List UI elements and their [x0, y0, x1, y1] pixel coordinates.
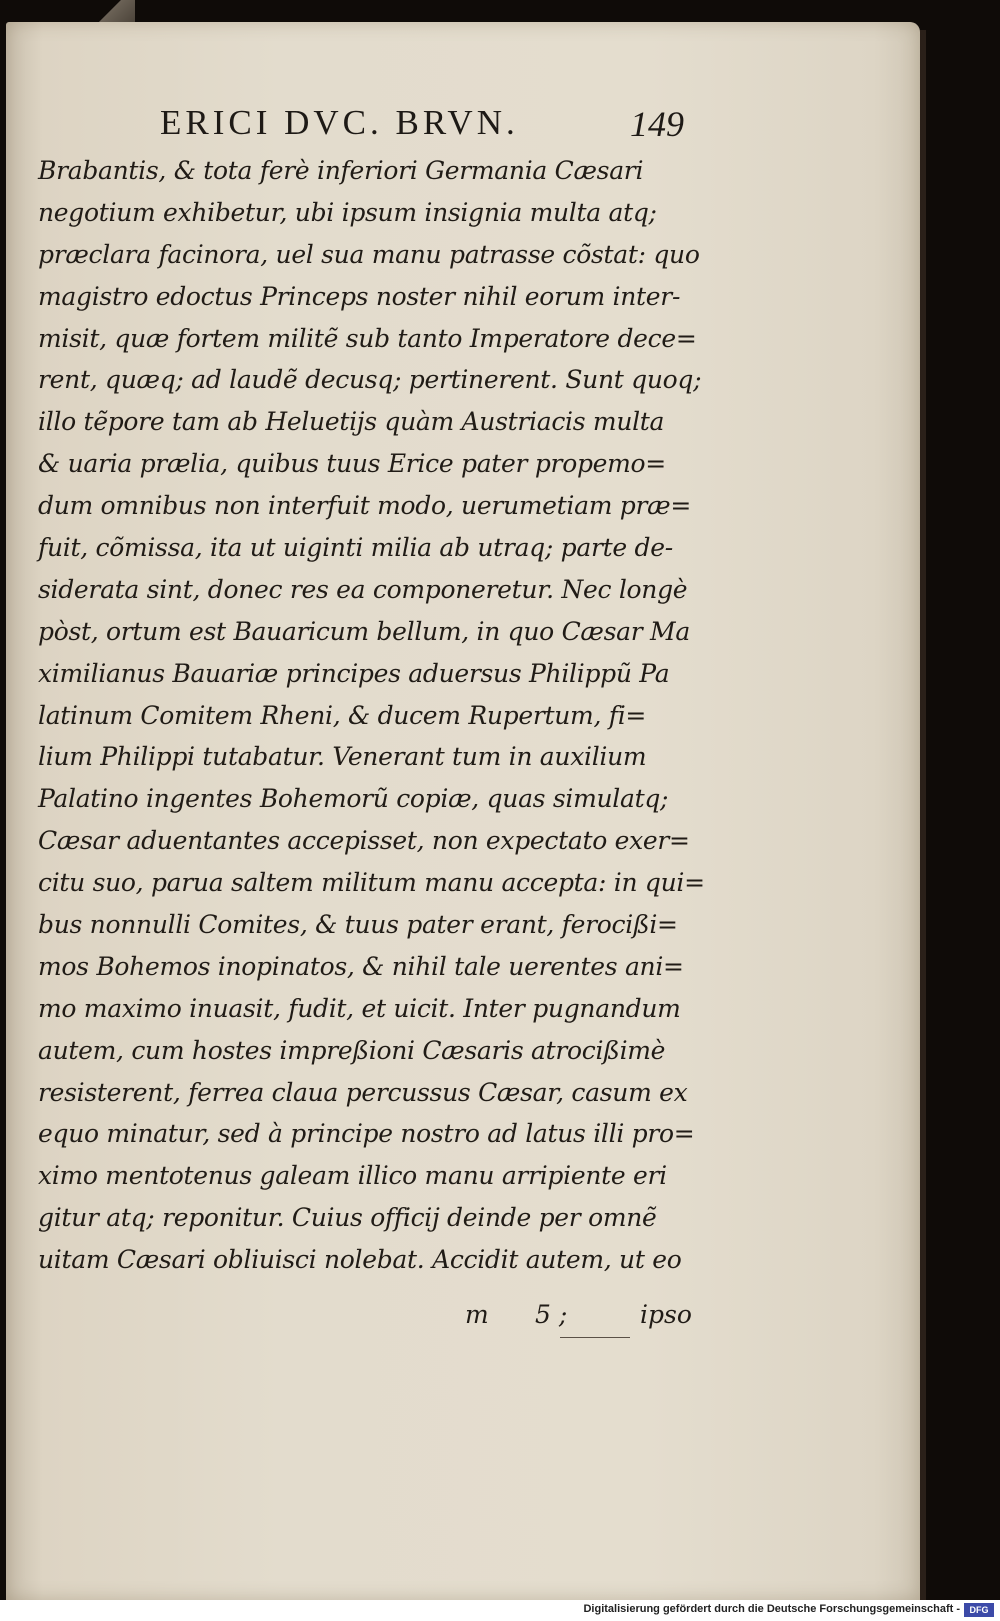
- text-line: lium Philippi tutabatur. Venerant tum in auxilium: [38, 742, 647, 772]
- text-line: uitam Cæsari obliuisci nolebat. Accidit autem, ut eo: [38, 1245, 682, 1275]
- text-line: illo tẽpore tam ab Heluetijs quàm Austriacis multa: [38, 407, 665, 437]
- text-line: Palatino ingentes Bohemorũ copiæ, quas simulatq;: [38, 784, 669, 814]
- text-line: Cæsar aduentantes accepisset, non expectato exer=: [38, 826, 690, 856]
- text-line: ximo mentotenus galeam illico manu arripiente eri: [38, 1161, 667, 1191]
- text-line: negotium exhibetur, ubi ipsum insignia multa atq;: [38, 197, 657, 227]
- text-line: pòst, ortum est Bauaricum bellum, in quo Cæsar Ma: [38, 616, 690, 646]
- catchword-fragment: m: [465, 1300, 489, 1329]
- text-line: rent, quæq; ad laudẽ decusq; pertinerent. Sunt quoq;: [38, 365, 702, 395]
- text-line: siderata sint, donec res ea componeretur. Nec longè: [38, 574, 688, 604]
- text-line: fuit, cõmissa, ita ut uiginti milia ab utraq; parte de-: [38, 533, 673, 563]
- text-line: & uaria prælia, quibus tuus Erice pater propemo=: [38, 449, 666, 479]
- dfg-logo: DFG: [964, 1603, 994, 1617]
- text-line: magistro edoctus Princeps noster nihil eorum inter-: [38, 281, 681, 311]
- text-line: resisterent, ferrea claua percussus Cæsar, casum ex: [38, 1077, 688, 1107]
- text-line: misit, quæ fortem militẽ sub tanto Imperatore dece=: [38, 323, 697, 353]
- text-line: mos Bohemos inopinatos, & nihil tale uerentes ani=: [38, 951, 684, 981]
- running-head: ERICI DVC. BRVN.: [160, 103, 519, 142]
- text-line: mo maximo inuasit, fudit, et uicit. Inter pugnandum: [38, 993, 681, 1023]
- page-corner-fold: [95, 0, 135, 24]
- page-number: 149: [630, 104, 684, 144]
- funding-credit: Digitalisierung gefördert durch die Deutsche Forschungsgemeinschaft -: [583, 1603, 960, 1615]
- text-line: dum omnibus non interfuit modo, uerumetiam præ=: [38, 491, 691, 521]
- signature-mark: 5 ;: [535, 1300, 568, 1329]
- text-line: præclara facinora, uel sua manu patrasse cõstat: quo: [38, 239, 700, 269]
- signature-rule: [560, 1337, 630, 1338]
- catchword: ipso: [640, 1300, 692, 1329]
- text-line: bus nonnulli Comites, & tuus pater erant, ferocißi=: [38, 910, 678, 940]
- footer-bar: [0, 1600, 1000, 1621]
- text-line: ximilianus Bauariæ principes aduersus Philippũ Pa: [38, 658, 670, 688]
- text-line: latinum Comitem Rheni, & ducem Rupertum, fi=: [38, 700, 647, 730]
- page-edge: [920, 30, 926, 1600]
- text-line: autem, cum hostes impreßioni Cæsaris atrocißimè: [38, 1035, 666, 1065]
- text-line: equo minatur, sed à principe nostro ad latus illi pro=: [38, 1119, 695, 1149]
- text-line: Brabantis, & tota ferè inferiori Germania Cæsari: [38, 156, 644, 185]
- text-line: gitur atq; reponitur. Cuius officij deinde per omnẽ: [38, 1203, 657, 1233]
- body-text: [38, 150, 718, 1281]
- text-line: citu suo, parua saltem militum manu accepta: in qui=: [38, 868, 705, 898]
